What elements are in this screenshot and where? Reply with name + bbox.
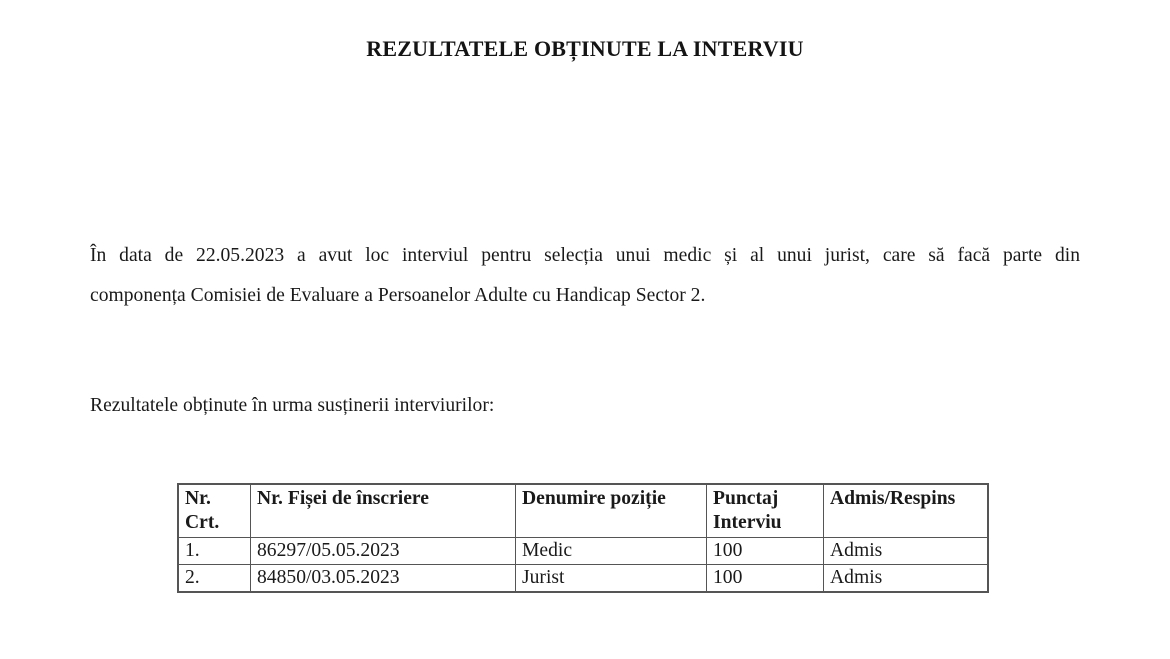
cell-nr-fisa: 84850/03.05.2023 (251, 565, 516, 593)
cell-nr-fisa: 86297/05.05.2023 (251, 538, 516, 565)
document-title: REZULTATELE OBȚINUTE LA INTERVIU (366, 36, 804, 61)
cell-punctaj: 100 (707, 538, 824, 565)
paragraph-line-1: În data de 22.05.2023 a avut loc interviul pentru selecția unui medic și al unui jurist, care să facă parte din (90, 245, 1080, 266)
header-punctaj-interviu: Punctaj Interviu (707, 484, 824, 538)
paragraph-line-2: componența Comisiei de Evaluare a Persoanelor Adulte cu Handicap Sector 2. (90, 285, 706, 306)
cell-pozitie: Jurist (516, 565, 707, 593)
header-admis-respins: Admis/Respins (824, 484, 989, 538)
cell-rezultat: Admis (824, 538, 989, 565)
cell-punctaj: 100 (707, 565, 824, 593)
cell-nr-crt: 2. (178, 565, 251, 593)
intro-paragraph (90, 236, 1080, 316)
cell-nr-crt: 1. (178, 538, 251, 565)
cell-pozitie: Medic (516, 538, 707, 565)
table-row (178, 538, 988, 565)
header-nr-crt: Nr. Crt. (178, 484, 251, 538)
table-row (178, 565, 988, 593)
header-denumire-pozitie: Denumire poziție (516, 484, 707, 538)
results-intro: Rezultatele obținute în urma susținerii interviurilor: (90, 395, 495, 416)
results-table (177, 483, 989, 593)
cell-rezultat: Admis (824, 565, 989, 593)
header-nr-fisa: Nr. Fișei de înscriere (251, 484, 516, 538)
table-header-row (178, 484, 988, 538)
